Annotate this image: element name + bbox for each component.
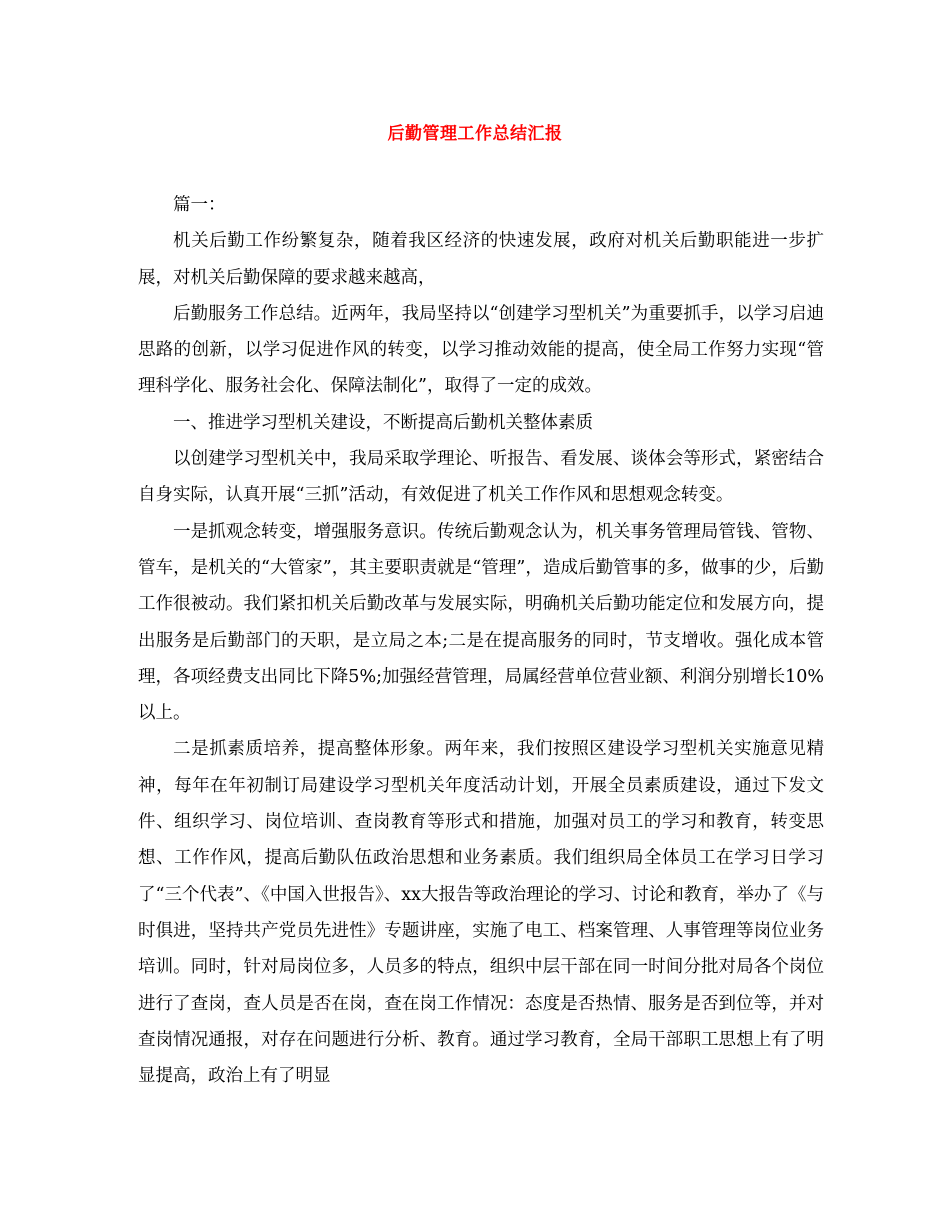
paragraph: 后勤服务工作总结。近两年，我局坚持以“创建学习型机关”为重要抓手，以学习启迪思路的创新，以学习促进作风的转变，以学习推动效能的提高，使全局工作努力实现“管理科学化、服务社会化、保障法制化”，取得了一定的成效。 (138, 303, 824, 397)
document-body (138, 187, 824, 1094)
paragraph: 一是抓观念转变，增强服务意识。传统后勤观念认为，机关事务管理局管钱、管物、管车，是机关的“大管家”，其主要职责就是“管理”，造成后勤管事的多，做事的少，后勤工作很被动。我们紧扣机关后勤改革与发展实际，明确机关后勤功能定位和发展方向，提出服务是后勤部门的天职，是立局之本;二是在提高服务的同时，节支增收。强化成本管理，各项经费支出同比下降5%;加强经营管理，局属经营单位营业额、利润分别增长10%以上。 (138, 521, 824, 724)
paragraph: 以创建学习型机关中，我局采取学理论、听报告、看发展、谈体会等形式，紧密结合自身实际，认真开展“三抓”活动，有效促进了机关工作作风和思想观念转变。 (138, 449, 824, 506)
paragraph: 二是抓素质培养，提高整体形象。两年来，我们按照区建设学习型机关实施意见精神，每年在年初制订局建设学习型机关年度活动计划，开展全员素质建设，通过下发文件、组织学习、岗位培训、查岗教育等形式和措施，加强对员工的学习和教育，转变思想、工作作风，提高后勤队伍政治思想和业务素质。我们组织局全体员工在学习日学习了“三个代表”、《中国入世报告》、xx大报告等政治理论的学习、讨论和教育，举办了《与时俱进，坚持共产党员先进性》专题讲座，实施了电工、档案管理、人事管理等岗位业务培训。同时，针对局岗位多，人员多的特点，组织中层干部在同一时间分批对局各个岗位进行了查岗，查人员是否在岗，查在岗工作情况：态度是否热情、服务是否到位等，并对查岗情况通报，对存在问题进行分析、教育。通过学习教育，全局干部职工思想上有了明显提高，政治上有了明显 (138, 739, 824, 1087)
paragraph: 机关后勤工作纷繁复杂，随着我区经济的快速发展，政府对机关后勤职能进一步扩展，对机关后勤保障的要求越来越高， (138, 231, 824, 288)
paragraph-heading: 篇一： (173, 195, 226, 215)
document-title: 后勤管理工作总结汇报 (387, 124, 563, 144)
section-heading: 一、推进学习型机关建设，不断提高后勤机关整体素质 (173, 412, 593, 433)
